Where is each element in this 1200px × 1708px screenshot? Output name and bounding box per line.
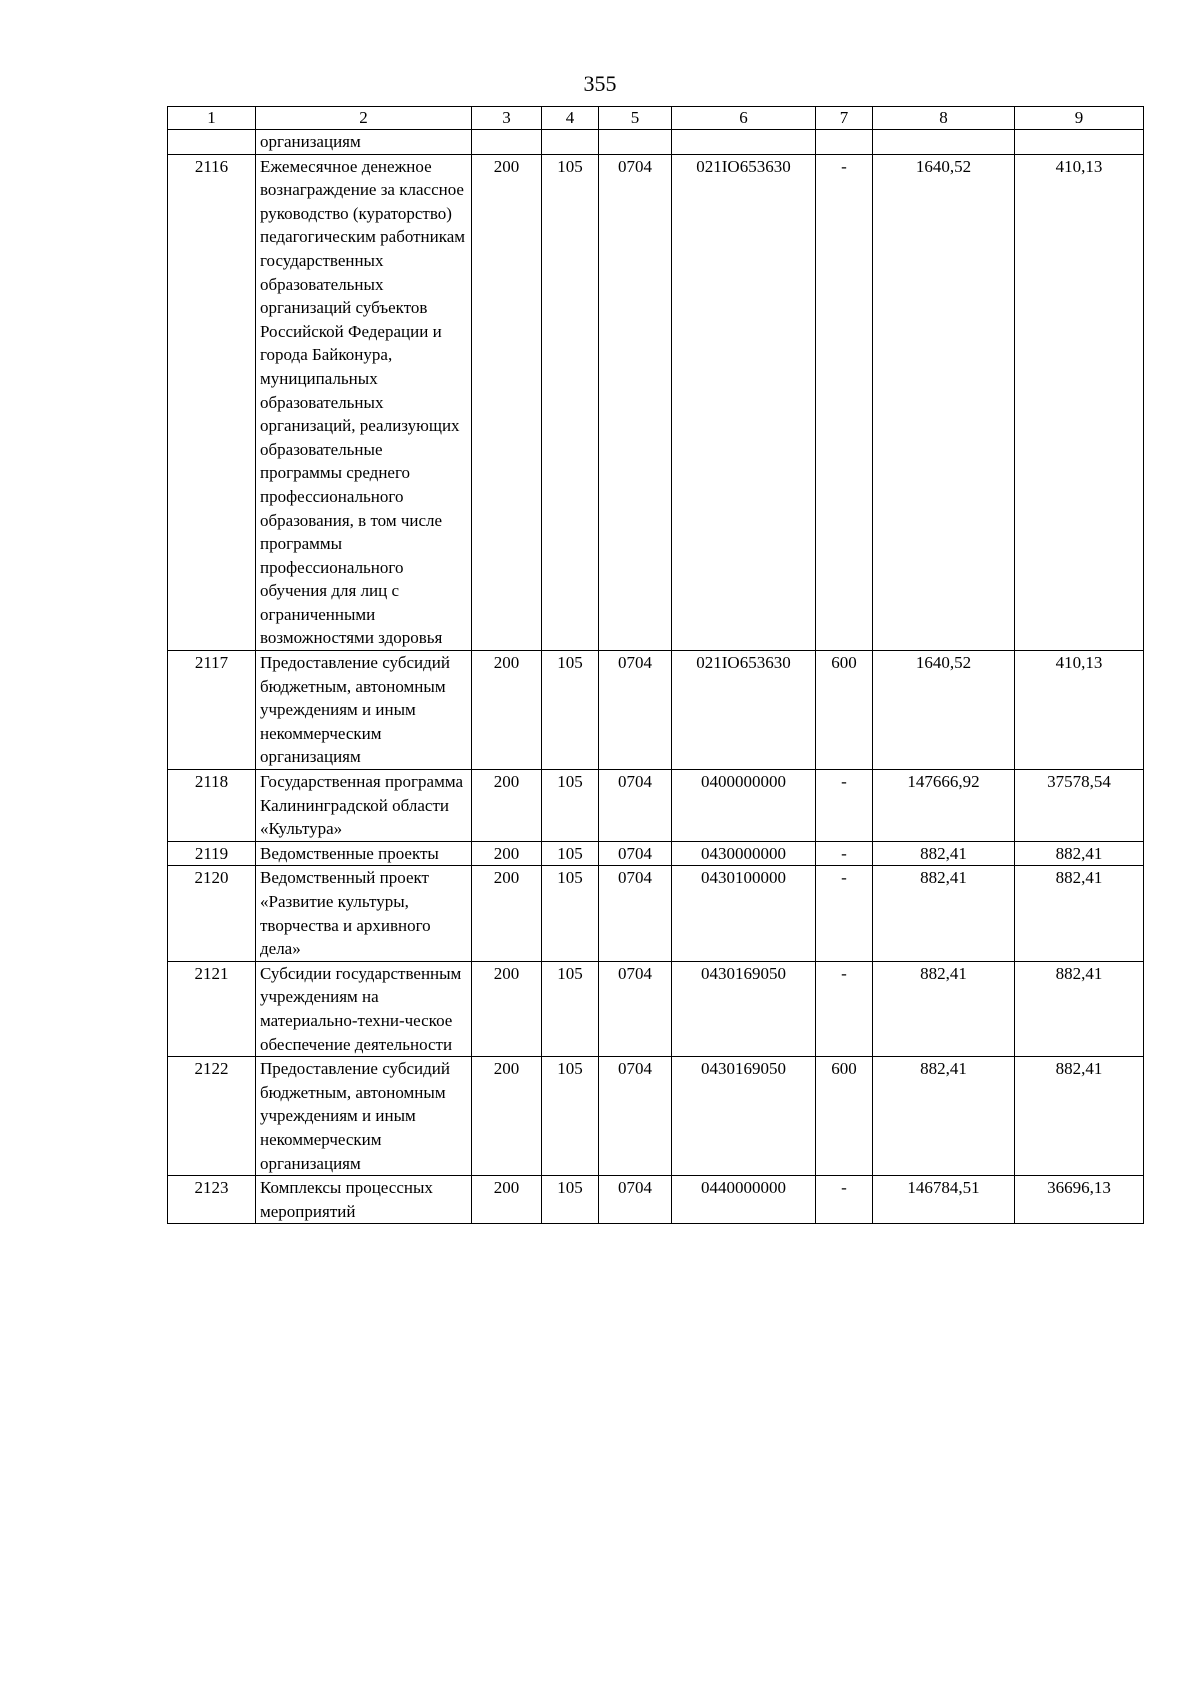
cell-col8: 146784,51 (873, 1176, 1015, 1224)
cell-col4: 105 (542, 961, 599, 1056)
row-name: Комплексы процессных мероприятий (256, 1176, 472, 1224)
cell-col3: 200 (472, 961, 542, 1056)
cell-col4: 105 (542, 841, 599, 866)
row-number: 2121 (168, 961, 256, 1056)
row-number: 2117 (168, 651, 256, 770)
row-name: Ведомственный проект «Развитие культуры, творчества и архивного дела» (256, 866, 472, 961)
cell-col9: 410,13 (1015, 154, 1144, 650)
column-header-row (168, 107, 1144, 130)
column-header: 8 (873, 107, 1015, 130)
column-header: 2 (256, 107, 472, 130)
cell-col9: 410,13 (1015, 651, 1144, 770)
cell-col3: 200 (472, 866, 542, 961)
column-header: 6 (672, 107, 816, 130)
cell-col8: 882,41 (873, 841, 1015, 866)
column-header: 9 (1015, 107, 1144, 130)
row-number: 2122 (168, 1057, 256, 1176)
cell-col8: 882,41 (873, 1057, 1015, 1176)
cell-col7: - (816, 866, 873, 961)
cell-col6: 0430169050 (672, 1057, 816, 1176)
table-body (168, 107, 1144, 1224)
cell-col3: 200 (472, 841, 542, 866)
cell-col3: 200 (472, 154, 542, 650)
table-row (168, 961, 1144, 1056)
cell-col3: 200 (472, 1057, 542, 1176)
row-number: 2123 (168, 1176, 256, 1224)
cell-col6: 021IO653630 (672, 154, 816, 650)
cell-col7: - (816, 961, 873, 1056)
table-row (168, 651, 1144, 770)
cell-col6: 0430000000 (672, 841, 816, 866)
row-number: 2120 (168, 866, 256, 961)
cell-col4: 105 (542, 1176, 599, 1224)
row-name: Субсидии государственным учреждениям на материально-техни-ческое обеспечение деятельности (256, 961, 472, 1056)
cell-col4: 105 (542, 770, 599, 842)
cell-col5: 0704 (599, 866, 672, 961)
cell-col3 (472, 130, 542, 155)
cell-col6: 0430169050 (672, 961, 816, 1056)
cell-col9: 882,41 (1015, 961, 1144, 1056)
cell-col8 (873, 130, 1015, 155)
cell-col8: 1640,52 (873, 651, 1015, 770)
continuation-row (168, 130, 1144, 155)
cell-col5: 0704 (599, 651, 672, 770)
cell-col9: 37578,54 (1015, 770, 1144, 842)
cell-col5: 0704 (599, 770, 672, 842)
cell-col7: 600 (816, 651, 873, 770)
cell-col9: 882,41 (1015, 866, 1144, 961)
table-row (168, 841, 1144, 866)
column-header: 4 (542, 107, 599, 130)
row-name: Ежемесячное денежное вознаграждение за классное руководство (кураторство) педагогическим работникам государственных образовательных организаций субъектов Российской Федерации и города Байконура, муниципальных образовательных организаций, реализующих образовательные программы среднего профессионального образования, в том числе программы профессионального обучения для лиц с ограниченными возможностями здоровья (256, 154, 472, 650)
cell-col9: 882,41 (1015, 1057, 1144, 1176)
cell-col3: 200 (472, 651, 542, 770)
cell-col5: 0704 (599, 1057, 672, 1176)
row-name: Ведомственные проекты (256, 841, 472, 866)
cell-col7: 600 (816, 1057, 873, 1176)
cell-col3: 200 (472, 1176, 542, 1224)
cell-col5: 0704 (599, 1176, 672, 1224)
cell-col3: 200 (472, 770, 542, 842)
row-number (168, 130, 256, 155)
row-name: организациям (256, 130, 472, 155)
cell-col8: 147666,92 (873, 770, 1015, 842)
cell-col7: - (816, 841, 873, 866)
cell-col9: 882,41 (1015, 841, 1144, 866)
table-row (168, 866, 1144, 961)
cell-col6: 0430100000 (672, 866, 816, 961)
cell-col9 (1015, 130, 1144, 155)
cell-col8: 882,41 (873, 961, 1015, 1056)
page-number: 355 (583, 71, 617, 96)
column-header: 3 (472, 107, 542, 130)
row-name: Предоставление субсидий бюджетным, автономным учреждениям и иным некоммерческим организациям (256, 1057, 472, 1176)
table-row (168, 1057, 1144, 1176)
row-name: Государственная программа Калининградской области «Культура» (256, 770, 472, 842)
cell-col5: 0704 (599, 841, 672, 866)
cell-col7: - (816, 154, 873, 650)
cell-col4: 105 (542, 651, 599, 770)
cell-col5: 0704 (599, 961, 672, 1056)
cell-col4: 105 (542, 154, 599, 650)
cell-col5 (599, 130, 672, 155)
budget-table (167, 106, 1144, 1224)
cell-col4: 105 (542, 866, 599, 961)
cell-col9: 36696,13 (1015, 1176, 1144, 1224)
cell-col7: - (816, 770, 873, 842)
cell-col5: 0704 (599, 154, 672, 650)
row-number: 2116 (168, 154, 256, 650)
cell-col8: 882,41 (873, 866, 1015, 961)
table-row (168, 770, 1144, 842)
cell-col7 (816, 130, 873, 155)
row-number: 2118 (168, 770, 256, 842)
table-row (168, 1176, 1144, 1224)
cell-col6: 0440000000 (672, 1176, 816, 1224)
cell-col6 (672, 130, 816, 155)
cell-col8: 1640,52 (873, 154, 1015, 650)
column-header: 5 (599, 107, 672, 130)
row-number: 2119 (168, 841, 256, 866)
cell-col4 (542, 130, 599, 155)
cell-col6: 021IO653630 (672, 651, 816, 770)
column-header: 1 (168, 107, 256, 130)
cell-col6: 0400000000 (672, 770, 816, 842)
cell-col7: - (816, 1176, 873, 1224)
cell-col4: 105 (542, 1057, 599, 1176)
row-name: Предоставление субсидий бюджетным, автономным учреждениям и иным некоммерческим организациям (256, 651, 472, 770)
column-header: 7 (816, 107, 873, 130)
table-row (168, 154, 1144, 650)
